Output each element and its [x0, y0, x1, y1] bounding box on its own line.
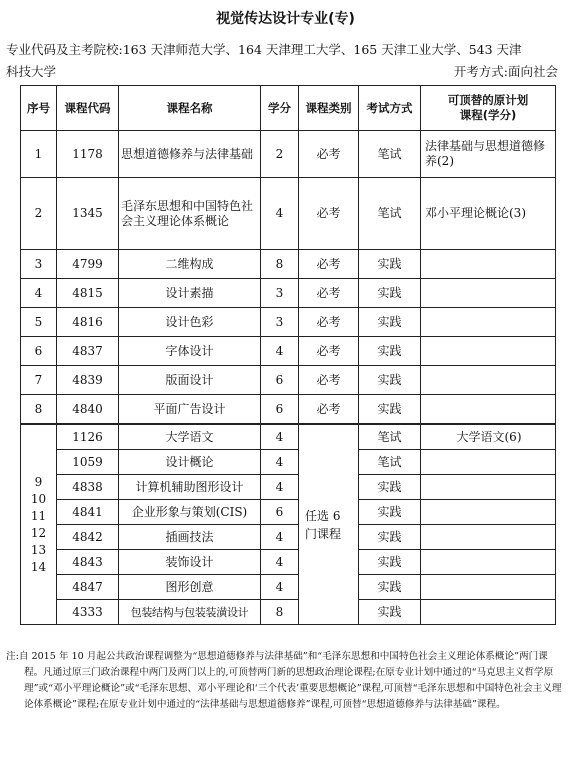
cell-seq: 5 — [21, 308, 57, 337]
header-name: 课程名称 — [119, 86, 261, 131]
cell-code: 4838 — [57, 475, 119, 500]
cell-credit: 4 — [261, 424, 299, 450]
cell-name: 平面广告设计 — [119, 395, 261, 425]
cell-code: 1178 — [57, 131, 119, 178]
table-row — [21, 395, 556, 425]
cell-exam: 笔试 — [359, 450, 421, 475]
cell-exam: 笔试 — [359, 424, 421, 450]
cell-type: 必考 — [299, 337, 359, 366]
cell-name: 企业形象与策划(CIS) — [119, 500, 261, 525]
cell-name: 设计色彩 — [119, 308, 261, 337]
elective-seq: 13 — [30, 542, 47, 557]
elective-seq: 14 — [30, 559, 47, 574]
table-row — [21, 575, 556, 600]
cell-seq: 2 — [21, 178, 57, 250]
header-exam: 考试方式 — [359, 86, 421, 131]
cell-seq: 6 — [21, 337, 57, 366]
cell-credit: 8 — [261, 600, 299, 625]
cell-code: 4839 — [57, 366, 119, 395]
cell-name: 思想道德修养与法律基础 — [119, 131, 261, 178]
table-row — [21, 337, 556, 366]
table-row — [21, 279, 556, 308]
cell-name: 设计概论 — [119, 450, 261, 475]
cell-credit: 4 — [261, 525, 299, 550]
cell-exam: 实践 — [359, 525, 421, 550]
cell-name: 二维构成 — [119, 250, 261, 279]
cell-seq: 1 — [21, 131, 57, 178]
footnote-text: 注:自 2015 年 10 月起公共政治课程调整为“思想道德修养与法律基础”和“毛泽东思想和中国特色社会主义理论体系概论”两门课程。凡通过原三门政治课程中两门及两门以上的,可顶替两门新的思想政治理论课程;在原专业计划中通过的“马克思主义哲学原理”或“邓小平理论概论”或“毛泽东思想、邓小平理论和‘三个代表’重要思想概论”课程,可顶替“毛泽东思想和中国特色社会主义理论体系概论”课程;在原专业计划中通过的“法律基础与思想道德修养”课程,可顶替“思想道德修养与法律基础”课程。 — [6, 651, 562, 710]
elective-seq: 9 — [34, 474, 43, 489]
header-replace-line1: 可顶替的原计划 — [447, 93, 529, 107]
cell-replace — [421, 575, 556, 600]
cell-seq: 3 — [21, 250, 57, 279]
cell-code: 4842 — [57, 525, 119, 550]
cell-credit: 4 — [261, 475, 299, 500]
cell-replace — [421, 279, 556, 308]
cell-type: 必考 — [299, 131, 359, 178]
table-row — [21, 550, 556, 575]
cell-replace — [421, 450, 556, 475]
cell-type: 必考 — [299, 178, 359, 250]
cell-name: 版面设计 — [119, 366, 261, 395]
cell-exam: 实践 — [359, 366, 421, 395]
elective-seq: 10 — [30, 491, 47, 506]
cell-credit: 4 — [261, 575, 299, 600]
elective-seq: 11 — [30, 508, 47, 523]
table-row — [21, 450, 556, 475]
cell-replace — [421, 308, 556, 337]
cell-credit: 4 — [261, 450, 299, 475]
cell-name: 图形创意 — [119, 575, 261, 600]
cell-code: 4841 — [57, 500, 119, 525]
schools-continued: 科技大学 — [6, 64, 57, 79]
cell-code: 4837 — [57, 337, 119, 366]
footnote — [6, 649, 562, 713]
table-row — [21, 308, 556, 337]
cell-code: 4333 — [57, 600, 119, 625]
cell-code: 1059 — [57, 450, 119, 475]
cell-exam: 实践 — [359, 600, 421, 625]
cell-code: 4847 — [57, 575, 119, 600]
cell-credit: 3 — [261, 308, 299, 337]
header-seq: 序号 — [21, 86, 57, 131]
cell-replace: 邓小平理论概论(3) — [421, 178, 556, 250]
header-credit: 学分 — [261, 86, 299, 131]
cell-name: 毛泽东思想和中国特色社会主义理论体系概论 — [119, 178, 261, 250]
cell-replace — [421, 395, 556, 425]
major-code-and-schools: 专业代码及主考院校:163 天津师范大学、164 天津理工大学、165 天津工业大学、543 天津 — [6, 42, 522, 57]
table-row — [21, 525, 556, 550]
header-replace — [421, 86, 556, 131]
cell-code: 4799 — [57, 250, 119, 279]
cell-type: 必考 — [299, 250, 359, 279]
header-replace-line2: 课程(学分) — [459, 108, 517, 122]
cell-code: 4843 — [57, 550, 119, 575]
cell-replace: 法律基础与思想道德修养(2) — [421, 131, 556, 178]
cell-code: 4815 — [57, 279, 119, 308]
cell-exam: 实践 — [359, 279, 421, 308]
cell-credit: 2 — [261, 131, 299, 178]
table-row — [21, 500, 556, 525]
cell-exam: 笔试 — [359, 131, 421, 178]
cell-credit: 3 — [261, 279, 299, 308]
cell-replace — [421, 600, 556, 625]
cell-exam: 实践 — [359, 250, 421, 279]
cell-exam: 实践 — [359, 475, 421, 500]
cell-exam: 实践 — [359, 337, 421, 366]
cell-type: 必考 — [299, 395, 359, 425]
cell-credit: 6 — [261, 366, 299, 395]
table-row — [21, 600, 556, 625]
cell-exam: 实践 — [359, 500, 421, 525]
cell-replace — [421, 337, 556, 366]
table-row — [21, 250, 556, 279]
course-table — [20, 85, 556, 625]
cell-credit: 4 — [261, 178, 299, 250]
cell-code: 1126 — [57, 424, 119, 450]
cell-seq-group — [21, 424, 57, 625]
cell-code: 4840 — [57, 395, 119, 425]
table-row — [21, 178, 556, 250]
cell-name: 插画技法 — [119, 525, 261, 550]
info-line-2 — [6, 62, 558, 80]
cell-replace — [421, 366, 556, 395]
cell-credit: 8 — [261, 250, 299, 279]
cell-credit: 4 — [261, 337, 299, 366]
header-type: 课程类别 — [299, 86, 359, 131]
cell-type: 必考 — [299, 308, 359, 337]
cell-exam: 实践 — [359, 575, 421, 600]
cell-name: 计算机辅助图形设计 — [119, 475, 261, 500]
header-code: 课程代码 — [57, 86, 119, 131]
cell-replace — [421, 500, 556, 525]
cell-seq: 7 — [21, 366, 57, 395]
cell-name: 设计素描 — [119, 279, 261, 308]
cell-code: 1345 — [57, 178, 119, 250]
cell-exam: 实践 — [359, 308, 421, 337]
cell-replace — [421, 475, 556, 500]
cell-exam: 实践 — [359, 395, 421, 425]
table-row — [21, 424, 556, 450]
cell-credit: 4 — [261, 550, 299, 575]
cell-name: 字体设计 — [119, 337, 261, 366]
cell-name: 大学语文 — [119, 424, 261, 450]
table-row — [21, 366, 556, 395]
table-header — [21, 86, 556, 131]
page-title: 视觉传达设计专业(专) — [216, 11, 355, 27]
cell-replace — [421, 250, 556, 279]
cell-replace — [421, 550, 556, 575]
cell-replace — [421, 525, 556, 550]
table-row — [21, 131, 556, 178]
cell-replace: 大学语文(6) — [421, 424, 556, 450]
cell-type: 必考 — [299, 366, 359, 395]
table-row — [21, 475, 556, 500]
cell-exam: 实践 — [359, 550, 421, 575]
cell-type-elective: 任选 6 门课程 — [299, 424, 359, 625]
cell-name: 包装结构与包装装潢设计 — [119, 600, 261, 625]
cell-name: 装饰设计 — [119, 550, 261, 575]
cell-credit: 6 — [261, 500, 299, 525]
cell-seq: 8 — [21, 395, 57, 425]
cell-type: 必考 — [299, 279, 359, 308]
cell-code: 4816 — [57, 308, 119, 337]
cell-seq: 4 — [21, 279, 57, 308]
exam-mode: 开考方式:面向社会 — [453, 64, 558, 79]
cell-credit: 6 — [261, 395, 299, 425]
elective-seq: 12 — [30, 525, 47, 540]
cell-exam: 笔试 — [359, 178, 421, 250]
